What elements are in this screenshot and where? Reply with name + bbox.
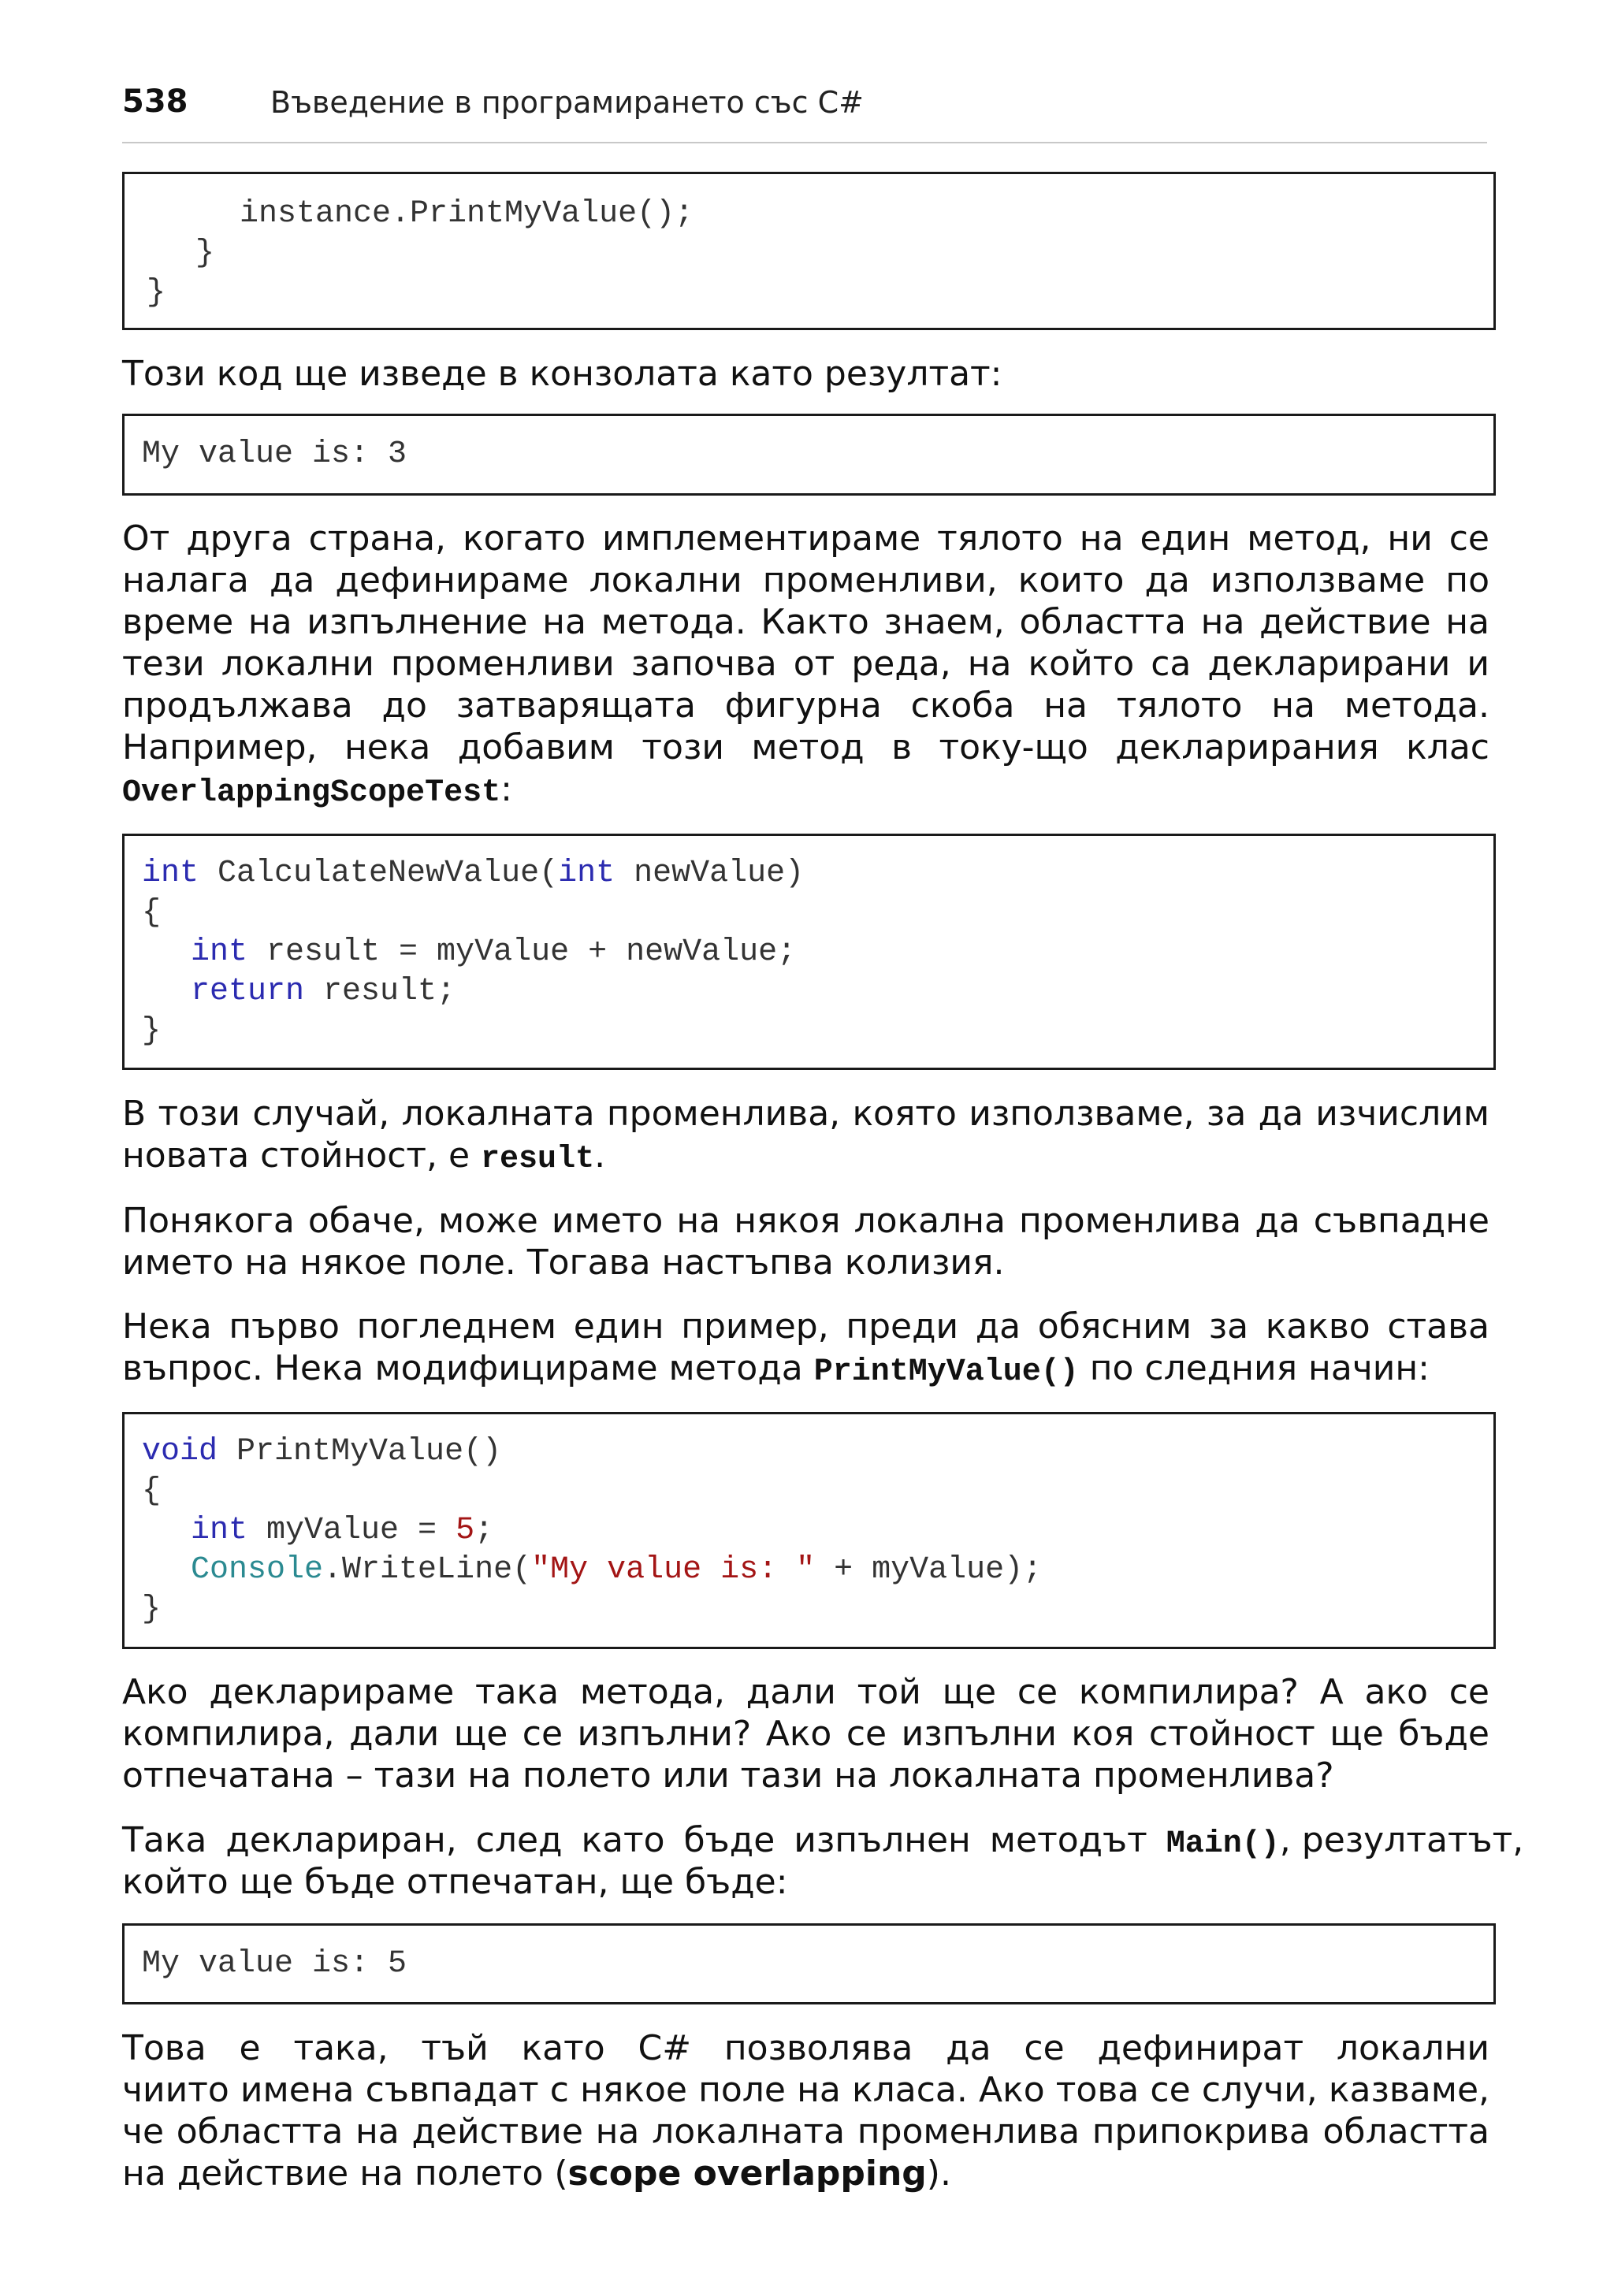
page-header [122, 79, 1487, 143]
code-line [191, 972, 456, 1012]
type-name: Console [191, 1552, 324, 1588]
code-block-1 [122, 172, 1496, 330]
paragraph-line [122, 1135, 1489, 1176]
code-text: myValue = [247, 1513, 456, 1548]
code-line [191, 933, 796, 972]
code-text: ; [474, 1513, 494, 1548]
text-span: на действие на полето ( [122, 2153, 568, 2194]
code-line: } [142, 1592, 162, 1627]
paragraph-line: Нека първо погледнем един пример, преди да обясним за какво става [122, 1306, 1489, 1347]
keyword: int [558, 856, 615, 891]
paragraph-line: От друга страна, когато имплементираме тялото на един метод, ни се [122, 518, 1489, 559]
paragraph-line: компилира, дали ще се изпълни? Ако се изпълни коя стойност ще бъде [122, 1714, 1489, 1754]
paragraph [122, 518, 1489, 810]
paragraph-line: тези локални променливи започва от реда, на който са декларирани и [122, 644, 1489, 684]
paragraph-line: Ако декларираме така метода, дали той ще се компилира? А ако се [122, 1672, 1489, 1712]
paragraph [122, 1671, 1489, 1796]
code-text: + myValue); [815, 1552, 1043, 1588]
keyword: void [142, 1434, 218, 1469]
code-line [142, 854, 804, 894]
code-line [191, 1551, 1042, 1590]
text-span: по следния начин: [1078, 1348, 1430, 1388]
code-line: { [142, 895, 162, 931]
code-text: result; [304, 974, 456, 1009]
code-line [142, 1432, 501, 1472]
output-block-2 [122, 1923, 1496, 2004]
paragraph-line [122, 1819, 1524, 1862]
code-line: { [142, 1473, 162, 1509]
page-number: 538 [122, 84, 188, 120]
keyword: int [142, 856, 199, 891]
code-text: result = myValue + newValue; [247, 934, 797, 970]
paragraph-line: време на изпълнение на метода. Както знаем, областта на действие на [122, 602, 1489, 642]
paragraph-line [122, 1347, 1489, 1389]
code-line [191, 1511, 493, 1551]
code-block-3 [122, 1412, 1496, 1649]
paragraph-line: който ще бъде отпечатан, ще бъде: [122, 1862, 788, 1902]
text-span: . [594, 1135, 606, 1176]
paragraph-line: Понякога обаче, може името на някоя локална променлива да съвпадне [122, 1201, 1489, 1241]
paragraph [122, 2027, 1489, 2194]
code-text: CalculateNewValue( [199, 856, 559, 891]
output-text: My value is: 5 [142, 1946, 407, 1982]
paragraph [122, 1200, 1489, 1284]
inline-code: OverlappingScopeTest [122, 775, 501, 811]
code-line: } [147, 275, 166, 310]
paragraph-line: отпечатана – тази на полето или тази на локалната променлива? [122, 1755, 1334, 1796]
text-span: новата стойност, е [122, 1135, 482, 1176]
code-text: newValue) [615, 856, 805, 891]
paragraph-line: чиито имена съвпадат с някое поле на класа. Ако това се случи, казваме, [122, 2070, 1489, 2110]
code-line: } [142, 1013, 162, 1049]
paragraph-line: налага да дефинираме локални променливи, които да използваме по [122, 560, 1489, 600]
book-title: Въведение в програмирането със C# [270, 85, 864, 120]
text-span: : [500, 769, 512, 809]
paragraph-line: Това е така, тъй като C# позволява да се дефинират локални [122, 2028, 1489, 2068]
code-text: .WriteLine( [323, 1552, 532, 1588]
keyword: int [191, 1513, 248, 1548]
code-line: } [195, 236, 215, 271]
paragraph-line: В този случай, локалната променлива, която използваме, за да изчислим [122, 1094, 1489, 1134]
paragraph [122, 353, 1489, 395]
number-literal: 5 [456, 1513, 475, 1548]
output-block-1 [122, 414, 1496, 496]
text-span: ). [926, 2153, 951, 2194]
paragraph-line: продължава до затварящата фигурна скоба на тялото на метода. [122, 685, 1489, 726]
output-text: My value is: 3 [142, 437, 407, 472]
text-span: въпрос. Нека модифицираме метода [122, 1348, 814, 1388]
paragraph-line: името на някое поле. Тогава настъпва колизия. [122, 1243, 1005, 1283]
text-span: , резултатът, [1279, 1820, 1524, 1860]
code-text: PrintMyValue() [218, 1434, 502, 1469]
paragraph [122, 1306, 1489, 1389]
paragraph-line: че областта на действие на локалната променлива припокрива областта [122, 2112, 1489, 2152]
keyword: return [191, 974, 305, 1009]
paragraph-line [122, 2153, 1489, 2194]
inline-code: PrintMyValue() [813, 1354, 1079, 1390]
inline-code: Main() [1166, 1826, 1280, 1862]
bold-term: scope overlapping [567, 2153, 927, 2194]
text-span: Така деклариран, след като бъде изпълнен методът [122, 1820, 1166, 1860]
paragraph-line: Например, нека добавим този метод в току-що декларирания клас [122, 727, 1489, 767]
paragraph-line [122, 768, 1489, 810]
paragraph [122, 1093, 1489, 1176]
paragraph [122, 1819, 1524, 1903]
keyword: int [191, 934, 248, 970]
inline-code: result [481, 1142, 595, 1177]
paragraph-line: Този код ще изведе в конзолата като резултат: [122, 354, 1002, 394]
string-literal: "My value is: " [531, 1552, 816, 1588]
code-line: instance.PrintMyValue(); [240, 196, 694, 232]
code-block-2 [122, 834, 1496, 1070]
